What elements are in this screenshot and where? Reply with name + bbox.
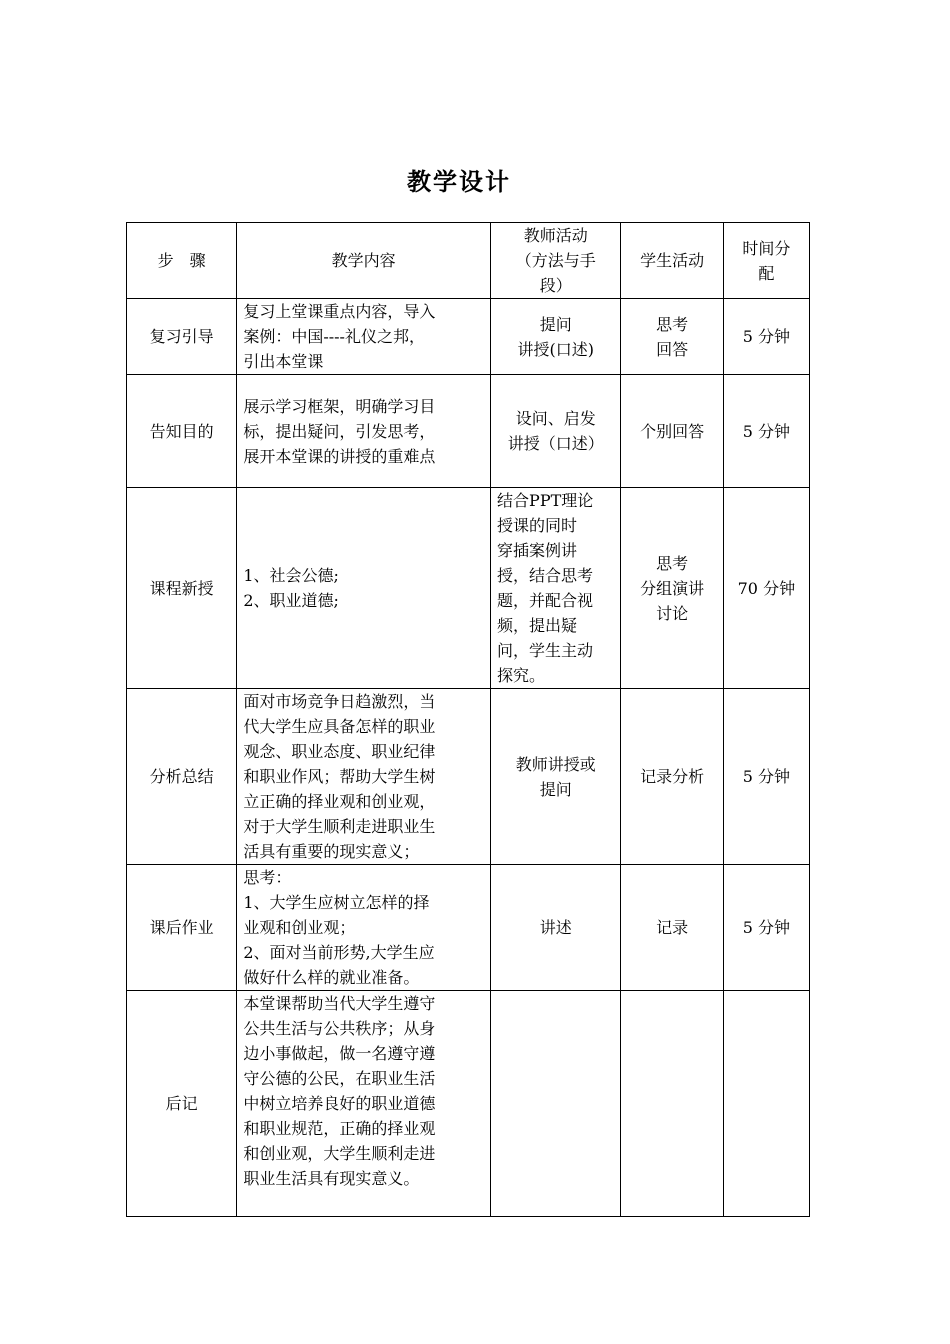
- content-cell-line: 1、社会公德;: [243, 566, 339, 585]
- step-cell: 告知目的: [127, 375, 237, 488]
- student-activity-cell: [621, 991, 723, 1217]
- table-row: [127, 299, 810, 375]
- teacher-activity-cell-line: 提问: [539, 314, 572, 334]
- step-cell: 后记: [127, 991, 237, 1217]
- content-cell-line: 和职业作风；帮助大学生树: [243, 767, 436, 786]
- student-activity-cell-line: 分组演讲: [640, 578, 705, 598]
- content-cell-line: 中树立培养良好的职业道德: [243, 1094, 436, 1113]
- teaching-design-table: [126, 222, 810, 1217]
- content-cell-line: 对于大学生顺利走进职业生: [243, 817, 436, 836]
- content-cell-line: 复习上堂课重点内容，导入: [243, 302, 436, 321]
- content-cell-line: 职业生活具有现实意义。: [243, 1169, 420, 1188]
- teacher-activity-cell: [491, 865, 621, 991]
- time-cell: 5 分钟: [723, 689, 809, 865]
- teacher-activity-cell-line: 讲授(口述): [517, 339, 594, 359]
- content-cell-line: 展开本堂课的讲授的重难点: [243, 446, 436, 466]
- teacher-activity-cell-line: 授课的同时: [497, 516, 578, 535]
- content-cell: [237, 299, 491, 375]
- student-activity-cell: [621, 488, 723, 689]
- teacher-activity-cell-line: 频，提出疑: [497, 616, 578, 635]
- content-cell-line: 立正确的择业观和创业观，: [243, 792, 436, 811]
- content-cell-line: 公共生活与公共秩序；从身: [243, 1019, 436, 1038]
- table-row: [127, 689, 810, 865]
- student-activity-cell: [621, 865, 723, 991]
- content-cell-line: 思考：: [243, 868, 292, 887]
- teacher-activity-cell-line: 讲述: [539, 918, 572, 937]
- header-teacher-line: 段）: [539, 276, 572, 295]
- time-cell: 5 分钟: [723, 865, 809, 991]
- student-activity-cell-line: 思考: [656, 553, 689, 573]
- time-cell: 70 分钟: [723, 488, 809, 689]
- student-activity-cell-line: 个别回答: [640, 421, 705, 441]
- content-cell-line: 和创业观，大学生顺利走进: [243, 1144, 436, 1163]
- teacher-activity-cell-line: 结合PPT理论: [497, 491, 594, 510]
- content-cell-line: 2、面对当前形势,大学生应: [243, 943, 435, 962]
- content-cell-line: 活具有重要的现实意义；: [243, 842, 420, 861]
- student-activity-cell-line: 思考: [656, 314, 689, 334]
- student-activity-cell-line: 回答: [656, 339, 689, 359]
- student-activity-cell-line: 讨论: [656, 603, 689, 623]
- header-teacher-line: （方法与手: [515, 251, 596, 270]
- table-row: [127, 375, 810, 488]
- teacher-activity-cell-line: 问，学生主动: [497, 641, 594, 660]
- content-cell: [237, 865, 491, 991]
- table-header-row: [127, 223, 810, 299]
- page-title: 教学设计: [407, 168, 511, 196]
- step-cell: 课后作业: [127, 865, 237, 991]
- content-cell-line: 面对市场竞争日趋激烈，当: [243, 692, 436, 711]
- teacher-activity-cell-line: 探究。: [497, 666, 546, 685]
- content-cell-line: 代大学生应具备怎样的职业: [243, 717, 436, 736]
- table-row: [127, 991, 810, 1217]
- table-row: [127, 865, 810, 991]
- step-cell: 课程新授: [127, 488, 237, 689]
- content-cell-line: 做好什么样的就业准备。: [243, 968, 420, 987]
- content-cell: [237, 375, 491, 488]
- content-cell: [237, 488, 491, 689]
- step-cell: 复习引导: [127, 299, 237, 375]
- time-cell: [723, 991, 809, 1217]
- table-row: [127, 488, 810, 689]
- content-cell-line: 和职业规范，正确的择业观: [243, 1119, 436, 1138]
- teacher-activity-cell-line: 提问: [539, 779, 572, 799]
- content-cell: [237, 991, 491, 1217]
- student-activity-cell-line: 记录: [656, 918, 689, 937]
- step-cell: 分析总结: [127, 689, 237, 865]
- teacher-activity-cell-line: 设问、启发: [515, 409, 596, 428]
- teacher-activity-cell: [491, 375, 621, 488]
- content-cell-line: 边小事做起，做一名遵守遵: [243, 1044, 436, 1063]
- content-cell-line: 1、大学生应树立怎样的择: [243, 893, 430, 912]
- content-cell-line: 案例：中国----礼仪之邦，: [243, 327, 425, 346]
- header-student: 学生活动: [621, 223, 723, 299]
- header-time-line: 配: [758, 263, 775, 283]
- content-cell-line: 业观和创业观；: [243, 918, 356, 937]
- student-activity-cell: [621, 375, 723, 488]
- teacher-activity-cell-line: 题，并配合视: [497, 591, 594, 610]
- teacher-activity-cell: [491, 299, 621, 375]
- student-activity-cell-line: 记录分析: [640, 767, 705, 786]
- header-time-line: 时间分: [742, 238, 791, 258]
- teacher-activity-cell: [491, 488, 621, 689]
- content-cell-line: 本堂课帮助当代大学生遵守: [243, 994, 436, 1013]
- student-activity-cell: [621, 689, 723, 865]
- teacher-activity-cell: [491, 689, 621, 865]
- content-cell-line: 2、职业道德;: [243, 591, 339, 610]
- teacher-activity-cell: [491, 991, 621, 1217]
- teacher-activity-cell-line: 授，结合思考: [497, 566, 594, 585]
- student-activity-cell: [621, 299, 723, 375]
- content-cell-line: 引出本堂课: [243, 352, 324, 371]
- time-cell: 5 分钟: [723, 375, 809, 488]
- header-step: 步 骤: [127, 223, 237, 299]
- header-time: [723, 223, 809, 299]
- content-cell-line: 观念、职业态度、职业纪律: [243, 742, 436, 761]
- teacher-activity-cell-line: 穿插案例讲: [497, 541, 578, 560]
- header-teacher-line: 教师活动: [523, 226, 588, 245]
- content-cell: [237, 689, 491, 865]
- time-cell: 5 分钟: [723, 299, 809, 375]
- content-cell-line: 展示学习框架，明确学习目: [243, 396, 436, 416]
- content-cell-line: 标，提出疑问，引发思考，: [243, 421, 436, 441]
- content-cell-line: 守公德的公民，在职业生活: [243, 1069, 436, 1088]
- header-teacher: [491, 223, 621, 299]
- teacher-activity-cell-line: 教师讲授或: [515, 754, 596, 774]
- header-content: 教学内容: [237, 223, 491, 299]
- teacher-activity-cell-line: 讲授（口述）: [507, 434, 604, 453]
